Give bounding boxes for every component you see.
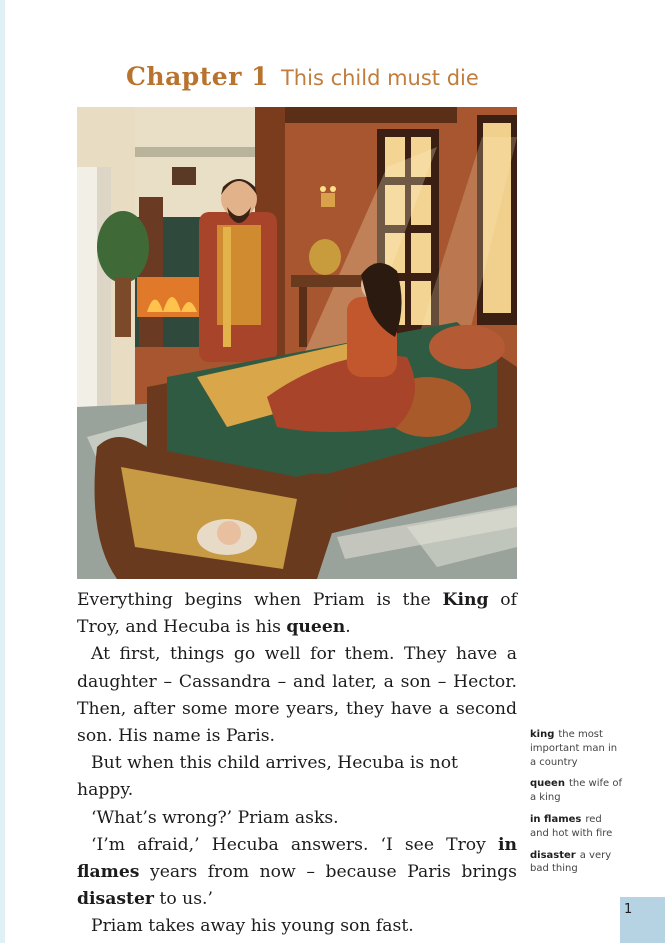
glossary-keyword: in flames xyxy=(77,834,517,883)
glossary-entry xyxy=(530,849,622,877)
glossary-keyword: King xyxy=(442,590,489,610)
glossary-definition: red and hot with fire xyxy=(530,813,613,839)
text-run: . xyxy=(345,617,351,638)
glossary-definition: a very bad thing xyxy=(530,849,612,875)
glossary-term: queen xyxy=(530,778,565,790)
chapter-heading xyxy=(126,62,479,91)
text-run: ‘I’m afraid,’ Hecuba answers. ‘I see Troy xyxy=(91,834,498,855)
text-run: Everything begins when Priam is the xyxy=(77,590,443,610)
text-run: years from now – because Paris brings xyxy=(139,862,517,883)
chapter-illustration xyxy=(77,107,517,579)
paragraph-2 xyxy=(77,641,517,750)
glossary-term: king xyxy=(530,729,555,740)
glossary-sidebar xyxy=(530,728,622,884)
glossary-entry xyxy=(530,813,622,841)
text-run: But when this child arrives, Hecuba is not happy. xyxy=(77,753,458,801)
paragraph-5 xyxy=(77,832,517,914)
text-run: ‘What’s wrong?’ Priam asks. xyxy=(91,807,339,828)
glossary-entry xyxy=(530,777,622,805)
text-run: Priam takes away his young son fast. xyxy=(91,916,414,937)
paragraph-4 xyxy=(77,805,517,832)
glossary-keyword: disaster xyxy=(77,889,154,910)
text-run: At first, things go well for them. They have a daughter – Cassandra – and later, a son – Hector. Then, after some more years, they have a second son. His name is Paris. xyxy=(77,644,517,747)
glossary-definition: the wife of a king xyxy=(530,778,623,804)
paragraph-1 xyxy=(77,587,517,641)
glossary-term: in flames xyxy=(530,813,582,825)
glossary-keyword: queen xyxy=(286,617,346,638)
text-run: to us.’ xyxy=(153,889,213,910)
chapter-title: This child must die xyxy=(280,66,479,90)
page-number: 1 xyxy=(624,902,633,917)
text-run: of Troy, and Hecuba is his xyxy=(77,590,517,638)
chapter-number: Chapter 1 xyxy=(126,62,269,91)
glossary-definition: the most important man in a country xyxy=(530,729,618,768)
glossary-entry xyxy=(530,728,622,769)
chapter-body-text xyxy=(77,587,517,941)
paragraph-6 xyxy=(77,913,517,940)
page-edge-strip xyxy=(0,0,5,943)
paragraph-3 xyxy=(77,750,517,804)
bedroom-scene-illustration xyxy=(77,107,517,579)
glossary-term: disaster xyxy=(530,849,576,861)
